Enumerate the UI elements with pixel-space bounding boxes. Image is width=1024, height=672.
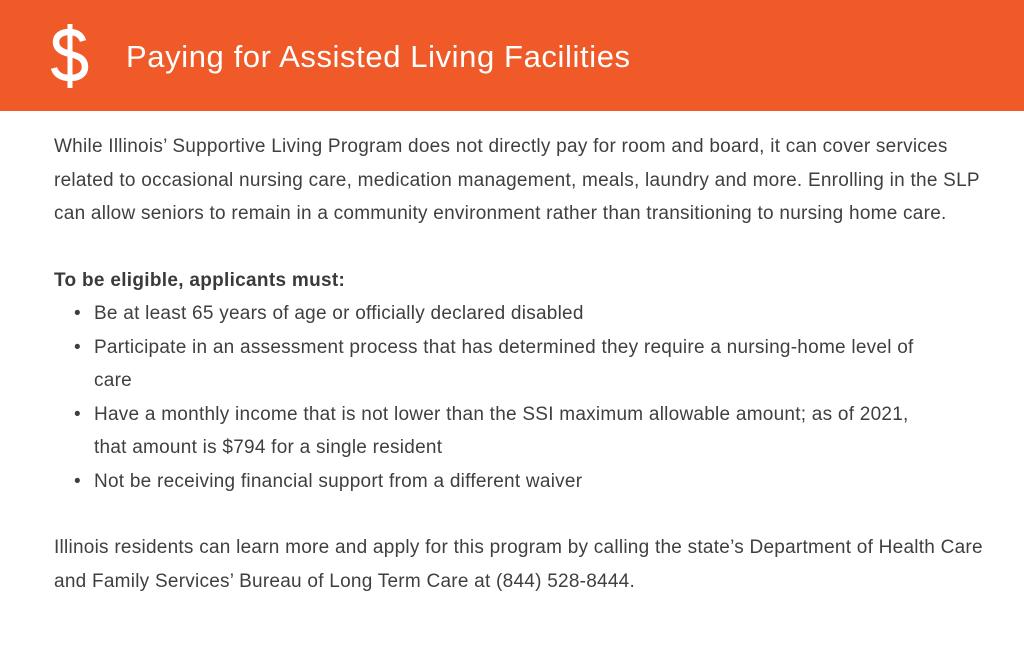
requirements-list [54, 297, 984, 498]
list-item-text: Have a monthly income that is not lower than the SSI maximum allowable amount; as of 2021, that amount is $794 for a single resident [94, 403, 909, 458]
dollar-icon [48, 22, 92, 90]
list-item [54, 465, 984, 499]
list-item-text: Participate in an assessment process that has determined they require a nursing-home level of care [94, 336, 914, 391]
list-item-text: Be at least 65 years of age or officially declared disabled [94, 303, 584, 324]
bullet-icon: • [74, 336, 81, 358]
list-item [54, 331, 984, 398]
intro-paragraph: While Illinois’ Supportive Living Program does not directly pay for room and board, it can cover services related to occasional nursing care, medication management, meals, laundry and more. Enrolling in the SLP can allow seniors to remain in a community environment rather than transitioning to nursing home care. [54, 136, 980, 224]
list-item [54, 398, 984, 465]
list-item [54, 297, 984, 331]
list-item-text: Not be receiving financial support from a different waiver [94, 470, 583, 492]
bullet-icon: • [74, 303, 81, 324]
closing-paragraph: Illinois residents can learn more and apply for this program by calling the state’s Department of Health Care and Family Services’ Bureau of Long Term Care at (844) 528-8444. [54, 537, 983, 592]
eligibility-heading: To be eligible, applicants must: [54, 269, 346, 291]
page-title: Paying for Assisted Living Facilities [126, 39, 631, 74]
header-banner [0, 0, 1024, 111]
bullet-icon: • [74, 403, 81, 425]
main-content [54, 130, 984, 598]
bullet-icon: • [74, 470, 81, 492]
